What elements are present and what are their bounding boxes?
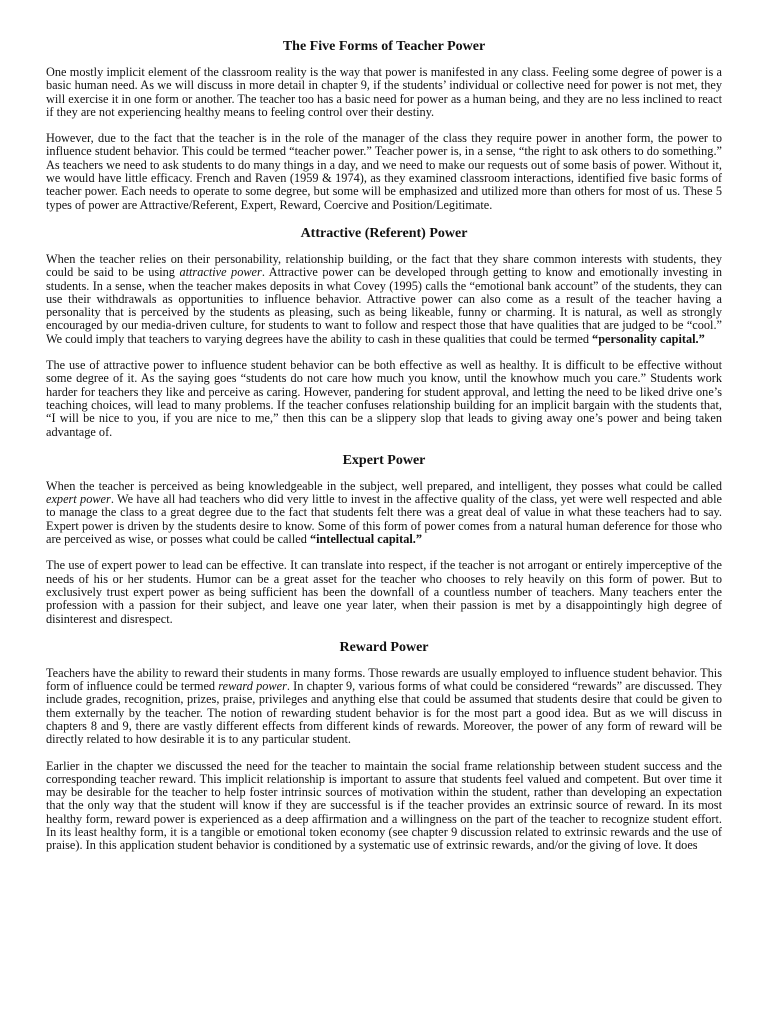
expert-paragraph-2: The use of expert power to lead can be effective. It can translate into respect, if the teacher is not arrogant or entirely imperceptive of the needs of his or her students. Humor can be a great asset for the teacher who chooses to rely heavily on this form of power. But to exclusively trust expert power as being sufficient has been the downfall of a countless number of teachers. Many teachers enter the profession with a passion for their subject, and leave one year later, when their passion is met by a disappointingly high degree of disinterest and disrespect. — [46, 558, 722, 626]
attractive-p1-text-a: When the teacher relies on their personability, relationship building, or the fact that they share common interests with students, they could be said to be using — [46, 251, 722, 280]
intellectual-capital-term: “intellectual capital.” — [309, 532, 422, 547]
reward-paragraph-1 — [46, 667, 722, 747]
expert-p1-text-a: When the teacher is perceived as being knowledgeable in the subject, well prepared, and intelligent, they posses what could be called — [46, 478, 722, 493]
expert-p1-text-b: . We have all had teachers who did very little to invest in the affective quality of the class, yet were well respected and able to manage the class to a great degree due to the fact that students felt there was a great deal of value in what these teachers had to say. Expert power is driven by the students desire to know. Some of this form of power comes from a natural human deference for those who are perceived as wise, or posses what could be called — [46, 492, 723, 547]
attractive-paragraph-2: The use of attractive power to influence student behavior can be both effective as well as healthy. It is difficult to be effective without some degree of it. As the saying goes “students do not care how much you know, until the knowhow much you care.” Students work harder for teachers they like and perceive as caring. However, pandering for student approval, and letting the need to be liked drive one’s teaching choices, will lead to many problems. If the teacher confuses relationship building for an implicit bargain with the students that, “I will be nice to you, if you are nice to me,” then this can be a slippery slop that leads to giving away one’s power and being taken advantage of. — [46, 358, 722, 439]
reward-p1-text-b: . In chapter 9, various forms of what could be considered “rewards” are discussed. They include grades, recognition, prizes, praise, privileges and anything else that could be assumed that students desire that could be given to them externally by the teacher. The notion of rewarding student behavior is for the most part a good idea. But as we will discuss in chapters 8 and 9, there are vastly different effects from different kinds of rewards. Moreover, the power of any form of reward will be directly related to how desirable it is to any particular student. — [46, 679, 722, 747]
expert-power-term: expert power — [46, 492, 111, 507]
attractive-paragraph-1 — [46, 253, 722, 346]
expert-paragraph-1 — [46, 480, 722, 546]
document-title: The Five Forms of Teacher Power — [282, 39, 486, 54]
reward-p1-text-a: Teachers have the ability to reward their students in many forms. Those rewards are usually employed to influence student behavior. This form of influence could be termed — [46, 665, 722, 694]
intro-paragraph-1: One mostly implicit element of the classroom reality is the way that power is manifested in any class. Feeling some degree of power is a basic human need. As we will discuss in more detail in chapter 9, if the students’ individual or collective need for power is not met, they will exercise it in one form or another. The teacher too has a basic need for power as a human being, and they are no less inclined to react if they are not experiencing healthy means to feeling control over their destiny. — [46, 65, 722, 119]
section-heading-expert: Expert Power — [342, 452, 426, 468]
personality-capital-term: “personality capital.” — [592, 331, 705, 346]
reward-power-term: reward power — [218, 679, 287, 694]
intro-paragraph-2: However, due to the fact that the teacher is in the role of the manager of the class they require power in another form, the power to influence student behavior. This could be termed “teacher power.” Teacher power is, in a sense, “the right to ask others to do something.” As teachers we need to ask students to do many things in a day, and we need to make our requests out of some basis of power. Without it, we would have little efficacy. French and Raven (1959 & 1974), as they examined classroom interactions, identified five basic forms of teacher power. Each needs to operate to some degree, but some will be emphasized and utilized more than others for most of us. These 5 types of power are Attractive/Referent, Expert, Reward, Coercive and Position/Legitimate. — [46, 131, 722, 212]
attractive-power-term: attractive power — [179, 265, 262, 280]
reward-paragraph-2: Earlier in the chapter we discussed the need for the teacher to maintain the social frame relationship between student success and the corresponding teacher reward. This implicit relationship is important to assure that students feel valued and competent. But over time it may be desirable for the teacher to help foster intrinsic sources of motivation within the student, rather than developing an expectation that the only way that the student will know if they are successful is if the teacher provides an extrinsic source of reward. In its most healthy form, reward power is experienced as a deep affirmation and a willingness on the part of the teacher to recognize student effort. In its least healthy form, it is a tangible or emotional token economy (see chapter 9 discussion related to extrinsic rewards and the use of praise). In this application student behavior is conditioned by a systematic use of extrinsic rewards, and/or the giving of love. It does — [46, 758, 722, 853]
attractive-p1-text-b: . Attractive power can be developed through getting to know and emotionally investing in students. In a sense, when the teacher makes deposits in what Covey (1995) calls the “emotional bank account” of the students, they can use their withdrawals as opportunities to influence behavior. Attractive power can also come as a result of the teacher having a personality that is perceived by the students as pleasing, such as being likeable, funny or charming. It is natural, as well as strongly encouraged by our media-driven culture, for students to want to follow and respect those that have qualities that are judged to be “cool.” We could imply that teachers to varying degrees have the ability to cash in these qualities that could be termed — [46, 265, 723, 346]
section-heading-attractive: Attractive (Referent) Power — [300, 225, 468, 241]
section-heading-reward: Reward Power — [339, 639, 429, 655]
